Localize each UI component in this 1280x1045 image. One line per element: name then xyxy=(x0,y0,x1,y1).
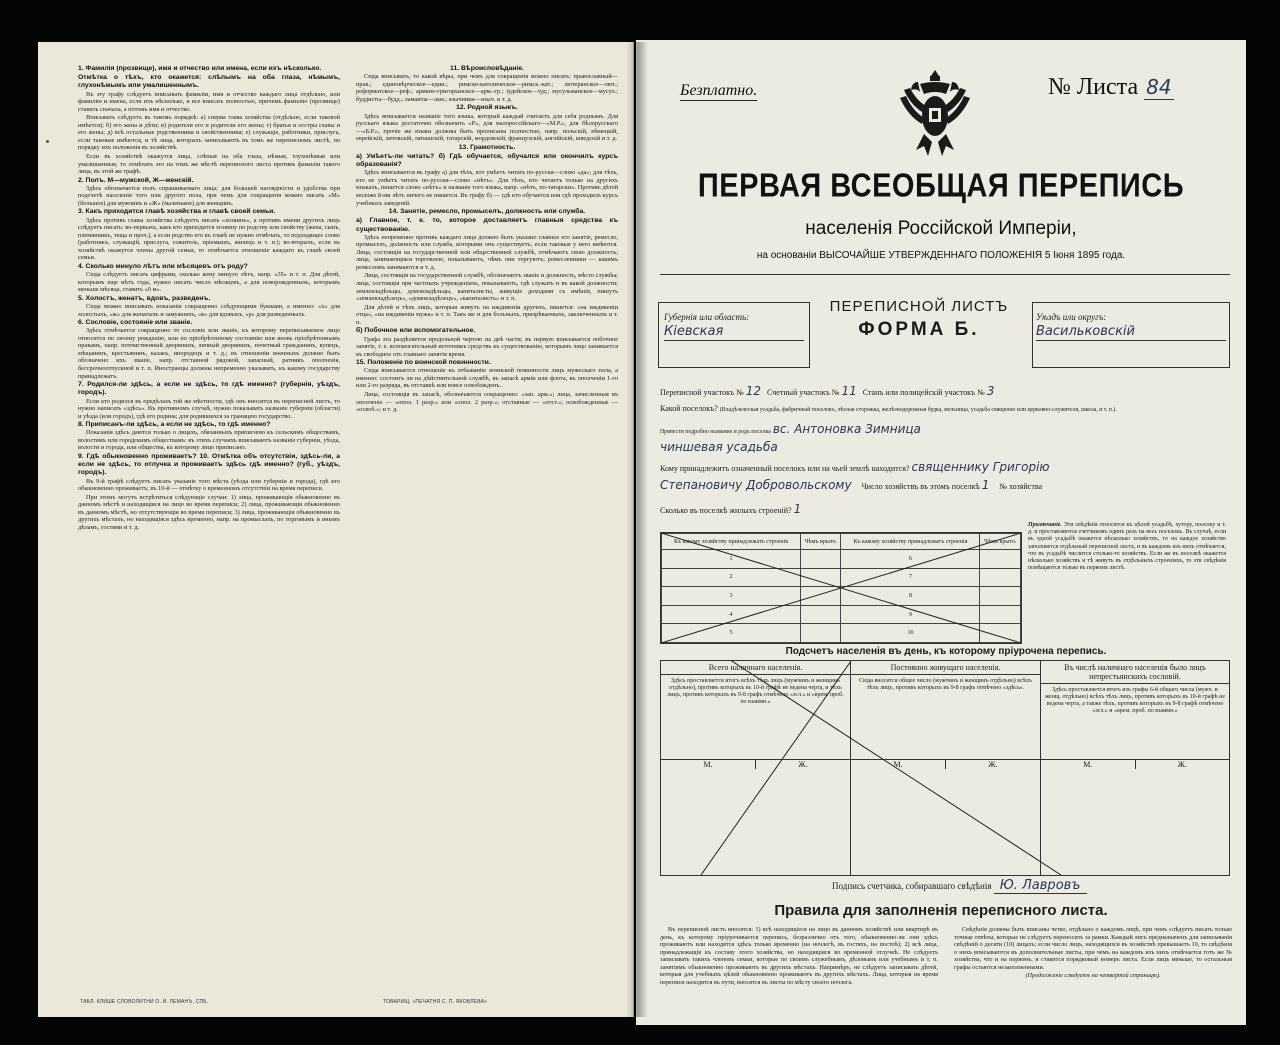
instruction-paragraph: Вписывать слѣдуетъ въ такомъ порядкѣ: а) сперва глава хозяйства (отдѣльно, если таковой имѣется); б) его жена и дѣти; в) родители его и родители его жены; г) братья и сестры главы и его жены; д) всѣ остальные родственники и свойственники; е) служащіе, работники, прислуга, если таковые имѣются, и тѣ лица, которыхъ записываютъ въ томъ же переписномъ листѣ, по порядку ихъ положенія въ хозяйствѣ. xyxy=(78,114,340,152)
printer-imprint-right: ТОВАРИЩ. «ПЕЧАТНЯ С. П. ЯКОВЛЕВА» xyxy=(383,999,488,1005)
instruction-heading: 5. Холостъ, женатъ, вдовъ, разведенъ. xyxy=(78,294,211,302)
buildings-note: Примѣчаніе. Эти свѣдѣнія относятся къ цѣлой усадьбѣ, хутору, поселку и т. д. и проставляются счетчикомъ одинъ разъ на весь поселокъ. Въ случаѣ, если въ одной усадьбѣ окажется нѣсколько хозяйствъ, то на каждое хозяйство заполняется отдѣльный переписной листъ, и въ каждомъ изъ нихъ отмѣчается, что въ усадьбѣ числится столько-то хозяйствъ. Если же въ поселкѣ окажется нѣсколько хозяйствъ и тѣ живутъ въ отдѣльныхъ строеніяхъ, то эти свѣдѣнія помѣщаются только въ первомъ листѣ. xyxy=(1028,522,1226,572)
police-section-value: 3 xyxy=(986,384,995,398)
left-page xyxy=(38,42,634,1017)
instruction-heading: 11. Вѣроисповѣданіе. xyxy=(450,65,524,72)
count-section-value: 11 xyxy=(841,384,857,398)
instruction-paragraph: Сюда можно вписывать показанія сокращенно слѣдующими буквами, а именно: «х» для холостыхъ, «ж» для женатыхъ и замужнихъ, «в» для вдовыхъ, «р» для разведенныхъ. xyxy=(78,303,340,318)
instruction-heading: а) Главное, т. е. то, которое доставляетъ главныя средства къ существованію. xyxy=(356,217,618,233)
instruction-paragraph: Графа эта раздѣляется продольной чертою на двѣ части; въ первую вписывается побочное занятіе, т. е. вспомогательный источникъ средствъ къ существованію, которымъ лицо занимается въ свободное отъ главнаго занятія время. xyxy=(356,335,618,358)
settlement-name-line-2 xyxy=(660,440,1232,454)
instruction-heading: 13. Грамотность. xyxy=(458,143,516,151)
instruction-heading: 9. Гдѣ обыкновенно проживаетъ? 10. Отмѣтка объ отсутствіи, здѣсь-ли, а если не здѣсь, то отлучка и проживаетъ здѣсь гдѣ именно? (губ., уѣздъ, городъ). xyxy=(78,453,340,477)
settlement-type-line: Какой поселокъ? (Владѣльческая усадьба, фабричный поселокъ, лѣсная сторожка, желѣзнодорожная будка, мельница, усадьба священно или церковно-служителя, школа, и т. п.). xyxy=(660,404,1117,413)
rules-columns xyxy=(660,926,1232,1018)
district-value: Васильковскій xyxy=(1036,324,1226,341)
sections-line: Переписной участокъ № 12 Счетный участокъ № 11 Станъ или полицейскій участокъ № 3 xyxy=(660,384,995,398)
instruction-paragraph: Для дѣтей и тѣхъ лицъ, которыя живутъ на иждивеніи другихъ, пишется: «на иждивеніи отца», «на иждивеніи мужа» и т. п. Такъ же и для больныхъ, призрѣваемыхъ, заключенныхъ и т. п. xyxy=(356,303,618,326)
population-present-column: Всего наличнаго населенія. Здѣсь проставляется итогъ всѣхъ тѣхъ лицъ (мужчинъ и женщинъ отдѣльно), противъ которыхъ въ 10-й графѣ не ведена черта, и тѣхъ лицъ, противъ которыхъ въ 9-8 графъ отмѣчено «зсл.» и «врем. проб. по взаимн.» М. Ж. xyxy=(661,661,851,875)
households-value: 1 xyxy=(981,478,990,492)
province-field: Губернія или область: Кіевская xyxy=(664,312,804,341)
instruction-heading: 7. Родился-ли здѣсь, а если не здѣсь, то гдѣ именно? (губернія, уѣздъ, городъ). xyxy=(78,381,340,397)
census-section-value: 12 xyxy=(745,384,762,398)
instruction-heading: б) Побочное или вспомогательное. xyxy=(356,327,476,335)
instruction-paragraph: Если въ хозяйствѣ окажутся лица, слѣпыя на оба глаза, нѣмыя, глухонѣмыя или умалишенныя, то отмѣчать это на томъ же мѣстѣ переписного листа противъ фамиліи такого лица, въ этой же графѣ. xyxy=(78,152,340,176)
instruction-heading: 12. Родной языкъ. xyxy=(456,104,518,112)
population-table xyxy=(660,660,1230,876)
instruction-paragraph: Сюда вписывается отношеніе къ отбыванію воинской повинности лицъ мужескаго пола, а именно: состоитъ ли на дѣйствительной службѣ, въ запасѣ арміи или флота, въ ополченіи 1-го или 2-го разряда, въ отставкѣ или вовсе освобожденъ. xyxy=(356,367,618,390)
rules-title: Правила для заполненія переписного листа. xyxy=(774,902,1108,919)
owner-value-2: Степановичу Добровольскому xyxy=(660,478,852,492)
legal-basis: на основаніи ВЫСОЧАЙШЕ УТВЕРЖДЕННАГО ПОЛОЖЕНІЯ 5 Іюня 1895 года. xyxy=(756,250,1126,261)
printer-imprint-left: ТАБЛ. КЛИШЕ СЛОВОЛИТНИ О. И. ЛЕМАНЪ, СПБ. xyxy=(80,999,209,1005)
instruction-heading: 15. Положеніе по воинской повинности. xyxy=(356,359,491,367)
province-value: Кіевская xyxy=(664,324,804,341)
instruction-paragraph: Показанія здѣсь даются только о лицахъ, обязанныхъ приписною къ сельскимъ обществамъ, волостямъ или городскимъ обществамъ: въ этихъ случаяхъ вписываютъ названіе губерніи, уѣзда, волости и города, или общества, къ которому лицо приписано. xyxy=(78,429,340,452)
instruction-heading: 6. Сословіе, состояніе или званіе. xyxy=(78,319,193,327)
instruction-paragraph: Въ эту графу слѣдуетъ вписывать фамиліи, имя и отчество каждаго лица отдѣльно, или фамилію и имена, если ихъ нѣсколько, и все вписать полностью, причемъ фамилію (прозвище) ставить сначала, а потомъ имя и отчество. xyxy=(78,90,340,113)
continued-note: (Продолженіе слѣдуетъ на четвертой страницѣ). xyxy=(1025,972,1161,979)
instruction-paragraph: Здѣсь непременно противъ каждаго лица должно быть указано главное его занятіе, ремесло, промыселъ, должность или служба, которыми онъ существуетъ, если таковыя у него имѣются. Лица, состоящія на государственной или общественной службѣ, отмѣчаютъ свою должность; лица, занимающіяся торговлею, показываютъ, чѣмъ они торгуютъ; ремесленники — какимъ ремесломъ занимаются и т. д. xyxy=(356,233,618,271)
instruction-paragraph: Если кто родился въ предѣлахъ той же мѣстности, гдѣ онъ вносится въ переписной листъ, то нужно написать «здѣсь». Въ противномъ случаѣ, нужно показывать названіе губерніи (области) и уѣзда (или городъ), гдѣ его родина; для родившихся за границею государство. xyxy=(78,397,340,420)
instruction-paragraph: Здѣсь противъ главы хозяйства слѣдуетъ писать «хозяинъ», а противъ имени другихъ лицъ слѣдуетъ писать: во-первыхъ, какъ кто приходится хозяину по родству или свойству (жена, сынъ, племянникъ, теща и проч.), а если родство его къ главѣ не нужно отмѣчать, то подходящее слово (работникъ, служащій, прислуга, сожитель, пріемышъ, жилецъ и т. п.); во-вторыхъ, если въ хозяйствѣ окажутся члены другой семьи, то отмѣчается отношеніе каждаго къ главѣ своей семьи. xyxy=(78,216,340,262)
settlement-value-2: чиншевая усадьба xyxy=(660,440,778,454)
form-title: ПЕРЕПИСНОЙ ЛИСТЪ ФОРМА Б. xyxy=(829,298,1009,340)
instructions-column-2 xyxy=(356,64,618,989)
instruction-paragraph: Лица, состоящія на государственной службѣ, обозначаютъ званіе и должность, мѣсто службы; лица, состоящія при частныхъ учрежденіяхъ, показываютъ, гдѣ служатъ и въ какой должности; землевладѣльцы, домовладѣльцы, капиталисты, живущіе доходами съ имѣнія, пишутъ «землевладѣлецъ», «домовладѣлецъ», «капиталистъ» и т. п. xyxy=(356,272,618,303)
population-strike-through xyxy=(661,661,1229,875)
population-title: Подсчетъ населенія въ день, къ которому пріурочена перепись. xyxy=(785,646,1107,657)
right-page xyxy=(636,40,1246,1025)
free-label: Безплатно. xyxy=(680,82,758,99)
settlement-value: вс. Антоновка Зимница xyxy=(772,422,921,436)
buildings-table: Къ какому хозяйству принадлежатъ строенія Чѣмъ крыто. Къ какому хозяйству принадлежатъ строенія Чѣмъ крыто. 1 6 2 7 3 8 4 9 5 10 xyxy=(660,532,1022,644)
double-headed-eagle-emblem-icon xyxy=(896,68,974,168)
buildings-line: Сколько въ поселкѣ жилыхъ строеній? 1 xyxy=(660,502,802,516)
instruction-paragraph: Лица, состоящія въ запасѣ, обозначаются сокращенно: «зап. арм.»; лица, зачисленныя въ ополченіе — «опол. 1 разр.» или «опол. 2 разр.»; отставные — «отст.»; освобожденные — «освоб.»; и т. д. xyxy=(356,390,618,414)
buildings-value: 1 xyxy=(793,502,802,516)
instruction-paragraph: Здѣсь обозначается полъ спрашиваемаго лица; для большей наглядности и удобства при подсчетѣ населенія того или другого пола, при чемъ для сокращенія можно писать «М» (большое) для мужчинъ и «Ж» (маленькое) для женщинъ. xyxy=(78,184,340,207)
strike-through-cross xyxy=(661,533,1021,643)
sheet-number-value: 84 xyxy=(1146,75,1172,99)
instruction-heading: 1. Фамилія (прозвище), имя и отчество или имена, если ихъ нѣсколько. xyxy=(78,65,322,72)
instruction-heading: 4. Сколько минуло лѣтъ или мѣсяцевъ отъ роду? xyxy=(78,262,248,270)
instruction-heading: 14. Занятіе, ремесло, промыселъ, должность или служба. xyxy=(388,208,586,216)
instruction-heading: 3. Какъ приходится главѣ хозяйства и главѣ своей семьи. xyxy=(78,208,276,216)
instructions-column-1 xyxy=(78,64,340,989)
instruction-heading: 2. Полъ. М—мужской, Ж—женскій. xyxy=(78,176,194,184)
owner-value: священнику Григорію xyxy=(911,460,1050,474)
population-nonpeasant-column: Въ числѣ наличнаго населенія было лицъ непрестьянскихъ сословій. Здѣсь проставляется итогъ изъ графы 6-й общаго числа (мужч. и женщ. отдѣльно) всѣхъ тѣхъ лицъ, противъ которыхъ въ 10-й графѣ не ведена черта, а также тѣхъ, противъ которыхъ въ 9-8 графѣ отмѣчено «зсл.» и «врем. проб. по взаимн.» М. Ж. xyxy=(1041,661,1229,875)
instruction-paragraph: Въ 9-й графѣ слѣдуетъ писать указаніе того мѣста (уѣзда или губерніи и города), гдѣ кто обыкновенно проживаетъ; въ 10-й — отмѣтку о временномъ отсутствіи на время переписи. xyxy=(78,477,340,493)
owner-line: Кому принадлежитъ означенный поселокъ или на чьей землѣ находится? священнику Григорію xyxy=(660,460,1050,474)
population-permanent-column: Постоянно живущаго населенія. Сюда вносится общее число (мужчинъ и женщинъ отдѣльно) всѣхъ тѣхъ лицъ, противъ которыхъ въ 9-8 графъ отмѣчено «здѣсь». М. Ж. xyxy=(851,661,1041,875)
owner-line-2: Степановичу Добровольскому Число хозяйствъ въ этомъ поселкѣ 1 № хозяйства xyxy=(660,478,1043,492)
instructions-columns xyxy=(78,64,618,989)
instruction-paragraph: При этомъ могутъ встрѣтиться слѣдующіе случаи: 1) лица, проживающія обыкновенно въ данномъ мѣстѣ и находящіяся на лицо во время переписи; 2) лица, проживающія обыкновенно въ данномъ мѣстѣ, но отсутствующія во время переписи; 3) лица, проживающія обыкновенно въ другихъ мѣстахъ, но находящіяся здѣсь временно, напр. на промыслахъ, по торговымъ и инымъ дѣламъ, гостями и т. д. xyxy=(78,493,340,531)
instruction-heading: 8. Приписанъ-ли здѣсь, а если не здѣсь, то гдѣ именно? xyxy=(78,421,271,429)
divider xyxy=(660,274,1230,275)
rules-column-1: Въ переписной листъ вносятся: 1) всѣ находящіеся на лицо въ данномъ хозяйствѣ или квартирѣ въ день, къ которому пріурочивается перепись, безразлично отъ того, обыкновенно-ли они здѣсь проживаютъ или находятся здѣсь только временно (на ночлегѣ, въ гостяхъ, на постоѣ); 2) всѣ лица, принадлежащія къ составу этого хозяйства, но находящіяся во временной отлучкѣ. Не слѣдуетъ записывать такихъ членовъ семьи, которые по своимъ служебнымъ, дѣловымъ или учебнымъ и т. п. занятіямъ обыкновенно проживаютъ въ другихъ мѣстахъ. Напримѣръ, не слѣдуетъ записывать дѣтей, которыя для учебныхъ цѣлей обыкновенно проживаютъ въ другихъ мѣстахъ. Лица, которыя на время переписи находятся въ пути, вносятся въ листы по мѣсту своего ночлега. xyxy=(660,926,938,986)
district-field: Уѣздъ или округъ: Васильковскій xyxy=(1036,312,1226,341)
instruction-paragraph: Здѣсь вписывается названіе того языка, который каждый считаетъ для себя роднымъ. Для русскаго языка достаточно обозначить «Р», для малороссійскаго—«М.Р.», для бѣлорусскаго—«Б.Р.», прочіе же языки должны быть прописаны полностью, напр. польскій, нѣмецкій, еврейскій, литовскій, латышскій, татарскій, мордовскій, французскій, англійскій, шведскій и т. д. xyxy=(356,112,618,143)
binding-hole xyxy=(46,140,49,143)
rules-column-2: Свѣдѣнія должны быть вписаны четко, отдѣльно о каждомъ лицѣ, при чемъ слѣдуетъ писать только точные отвѣты, которые не слѣдуетъ переносить за рамки. Каждый лисъ предназначенъ для записыванія свѣдѣній о десяти (10) лицахъ; если число лицъ, находящихся въ хозяйствѣ превышаетъ 10, то свѣдѣнія о нихъ вписываются въ дополнительные листы, при чемъ на каждомъ изъ нихъ отмѣчается тотъ же № хозяйства, что и на первомъ, и ставится порядковый номеръ листа. Если лицъ меньше, то остальныя графы остаются незаполненными. (Продолженіе слѣдуетъ на четвертой страницѣ). xyxy=(954,926,1232,979)
instruction-paragraph: Сюда слѣдуетъ писать цифрами, сколько кому минуло лѣтъ, напр. «35» и т. п. Для дѣтей, которымъ еще нѣтъ года, нужно писать число мѣсяцевъ, а для новорожденныхъ, которымъ меньше мѣсяца, ставить «0 м». xyxy=(78,271,340,294)
instruction-heading: а) Умѣетъ-ли читать? б) Гдѣ обучается, обучался или окончилъ курсъ образованія? xyxy=(356,152,618,169)
counter-signature: Подпись счетчика, собиравшаго свѣдѣнія Ю. Лавровъ xyxy=(832,878,1087,893)
instruction-heading: Отмѣтка о тѣхъ, кто окажется: слѣпымъ на оба глаза, нѣмымъ, глухонѣмымъ или умалишеннымъ. xyxy=(78,74,340,90)
signature-value: Ю. Лавровъ xyxy=(994,878,1087,894)
page-title: ПЕРВАЯ ВСЕОБЩАЯ ПЕРЕПИСЬ xyxy=(697,167,1185,205)
page-subtitle: населенія Россійской Имперіи, xyxy=(805,218,1077,239)
sheet-number: № Листа 84 xyxy=(1048,74,1172,100)
settlement-name-line: Привести подробно название и родъ поселка вс. Антоновка Зимница xyxy=(660,422,921,436)
instruction-paragraph: Здѣсь отмѣчается сокращенно то сословіе или званіе, къ которому переписываемое лицо относится по своему рожденію, или по пріобрѣтенному состоянію или вновь пріобрѣтеннымъ правамъ, напр. потомственный дворянинъ, личный дворянинъ, почетный гражданинъ, купецъ, мѣщанинъ, крестьянинъ, казакъ, инородецъ и т. д.; въ отношеніи военныхъ должно быть обозначено ихъ званіе, напр. отставной рядовой, запасный, ратникъ ополченія, бессрочноотпускной и т. п. Иностранцы должны непременно указывать, къ какому государству принадлежатъ. xyxy=(78,327,340,380)
instruction-paragraph: Здѣсь вписывается въ графу а) для тѣхъ, кто умѣетъ читать по-русски—слово «да»; для тѣхъ, кто не умѣетъ читать по-русски—слово «нѣтъ». Для тѣхъ, кто читаетъ только на другихъ языкахъ, пишется слово «нѣтъ» и названіе того языка, напр. «нѣтъ, по-татарски». Противъ дѣтей моложе 8-ми лѣтъ ничего не пишется. Въ графу б) — гдѣ кто обучается или гдѣ проходилъ курсъ учебныхъ заведеній. xyxy=(356,169,618,207)
instruction-paragraph: Сюда вписывать, то какой вѣры, при чемъ для сокращенія можно писать: православный—прав.; единовѣрческое—един.; римско-католическое—римск.-кат.; лютеранское—лют.; реформатское—реф.; армяно-григоріанское—арм.-гр.; іудейское—іуд.; мусульманское—мусул.; буддисты—будд.; ламаиты—лам.; язычники—языч. и т. д. xyxy=(356,73,618,103)
